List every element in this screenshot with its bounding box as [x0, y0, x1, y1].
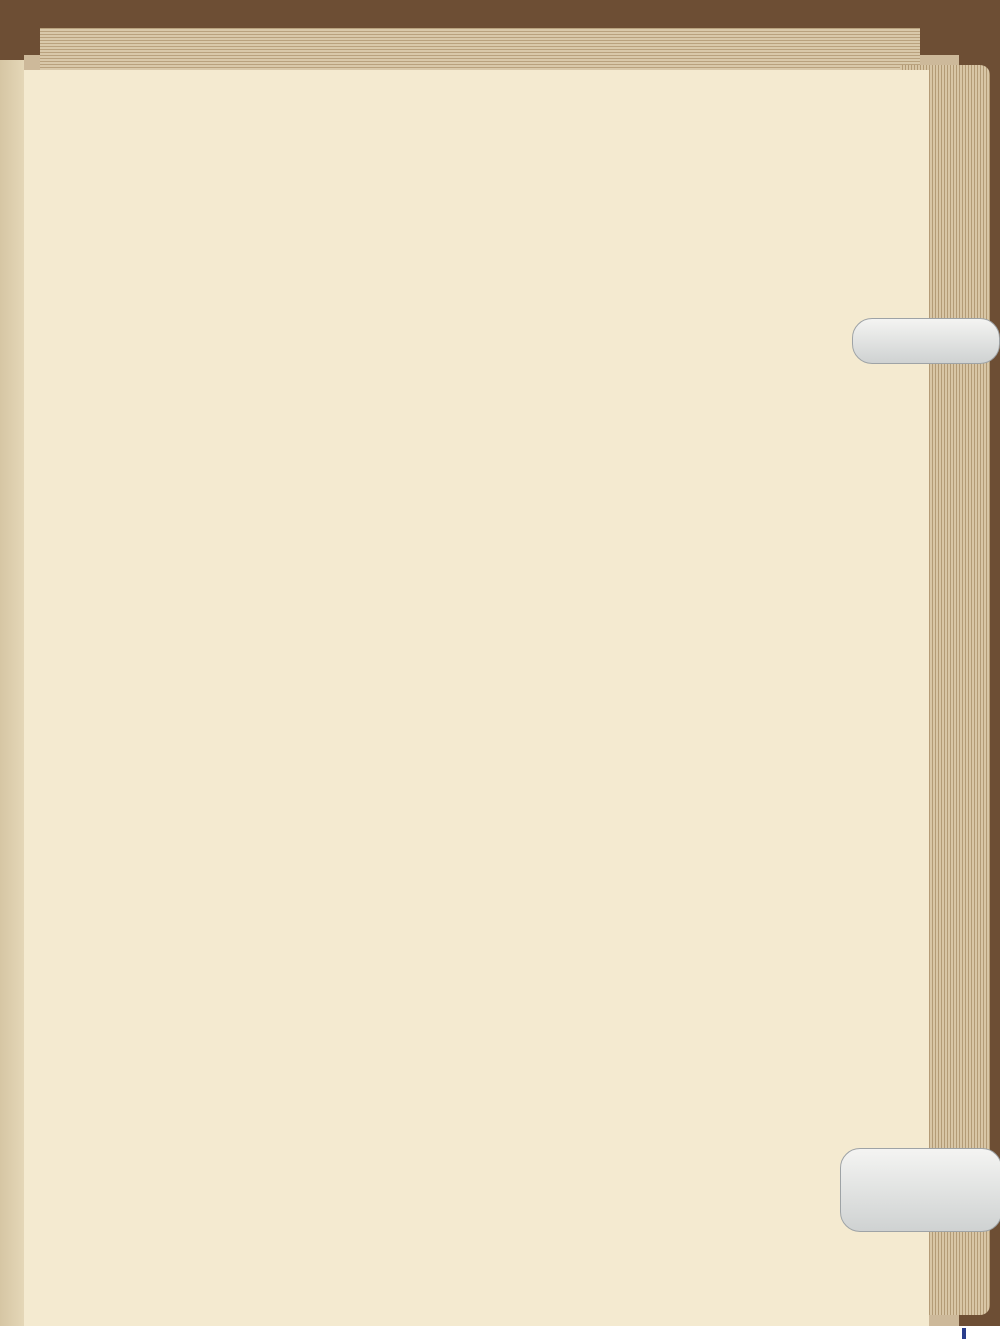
page-clamp-upper — [852, 318, 1000, 364]
page-clamp-lower — [840, 1148, 1000, 1232]
dfg-logo — [962, 1328, 966, 1339]
footer-bar — [0, 1326, 1000, 1341]
book-page — [24, 70, 929, 1326]
top-page-edges — [40, 28, 920, 73]
